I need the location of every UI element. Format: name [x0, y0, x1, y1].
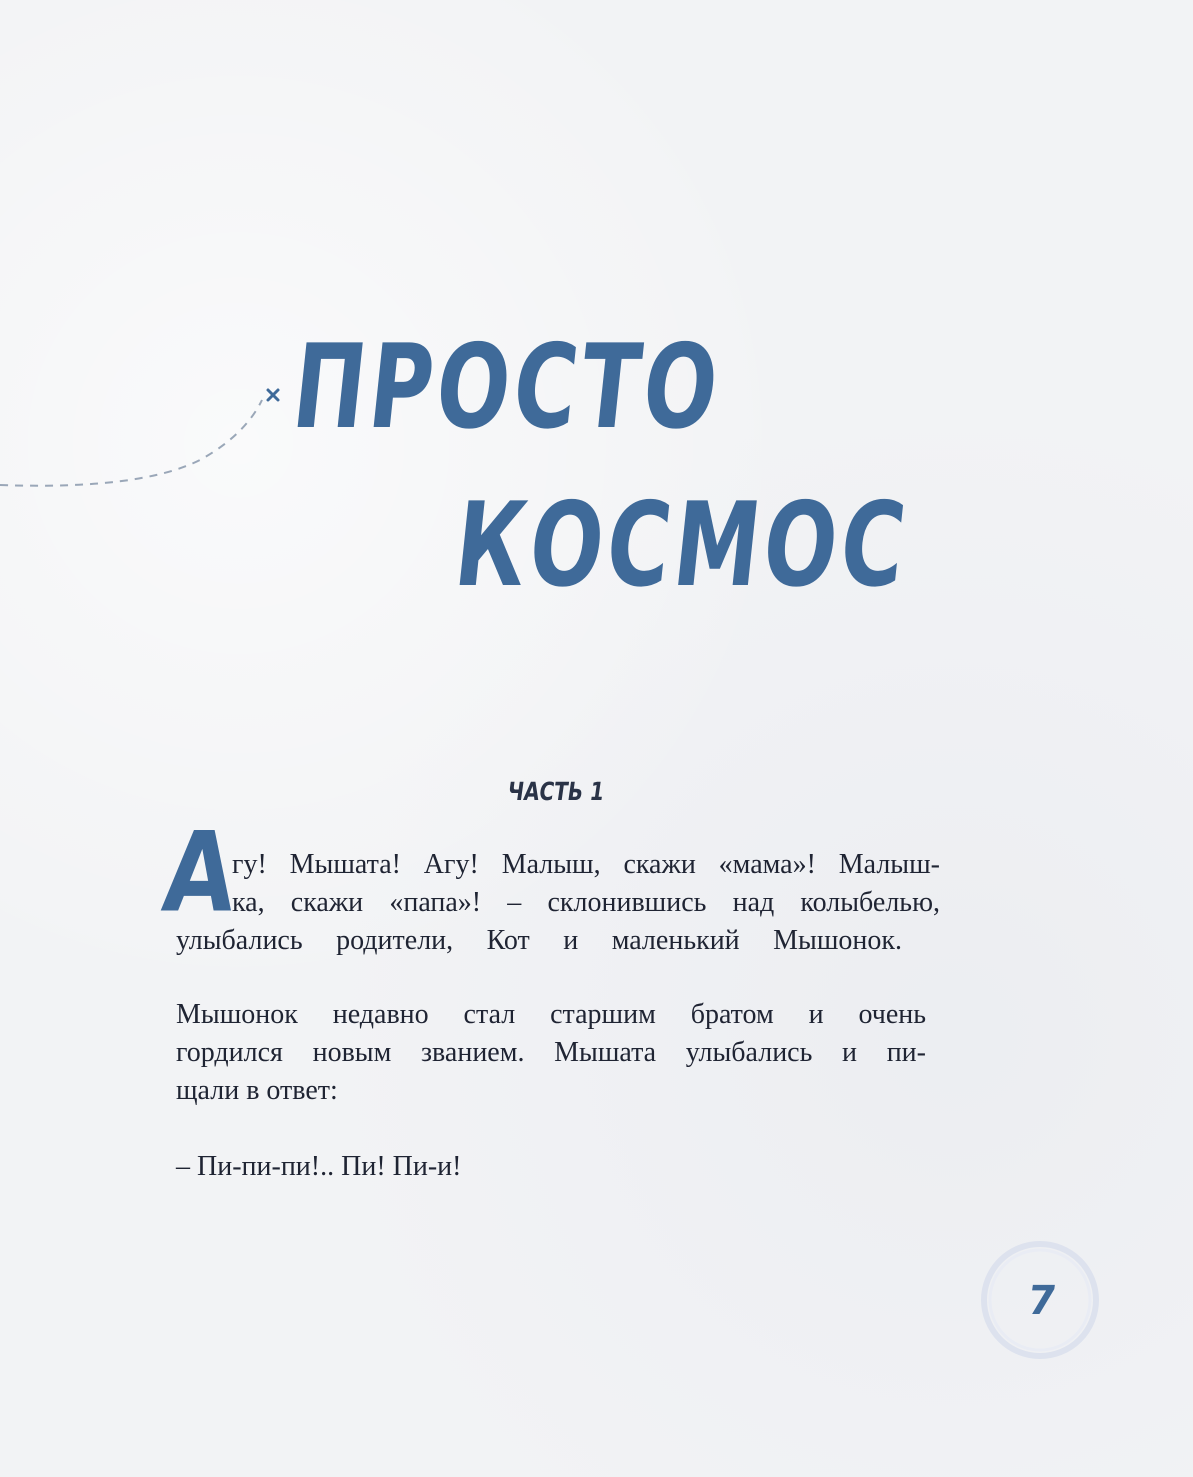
- drop-cap: А: [157, 808, 243, 937]
- paragraph-2-line-1: Мышонок недавно стал старшим братом и очень: [176, 999, 926, 1030]
- x-mark-icon: [268, 390, 278, 400]
- chapter-heading: ЧАСТЬ 1: [505, 776, 607, 806]
- paragraph-1-line-2: ка, скажи «папа»! – склонившись над колыбелью,: [232, 887, 940, 918]
- paragraph-1-line-3: улыбались родители, Кот и маленький Мышонок.: [176, 925, 902, 956]
- title-line-1: ПРОСТО: [286, 320, 728, 456]
- dashed-flight-path-icon: [0, 380, 300, 500]
- paragraph-2-line-3: щали в ответ:: [176, 1075, 338, 1106]
- title-line-2: КОСМОС: [448, 478, 916, 614]
- paragraph-3-line-1: – Пи-пи-пи!.. Пи! Пи-и!: [176, 1151, 462, 1182]
- page-number: 7: [1024, 1278, 1060, 1324]
- paragraph-2-line-2: гордился новым званием. Мышата улыбались и пи-: [176, 1037, 926, 1068]
- paragraph-1-line-1: гу! Мышата! Агу! Малыш, скажи «мама»! Малыш-: [232, 849, 940, 880]
